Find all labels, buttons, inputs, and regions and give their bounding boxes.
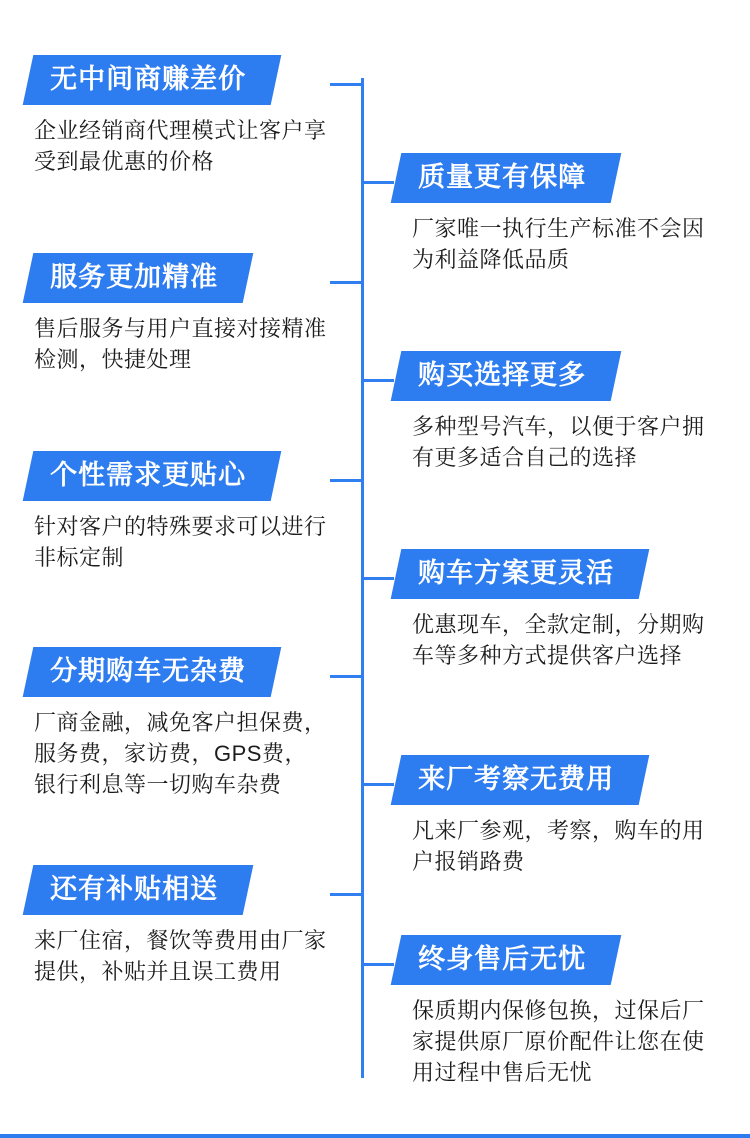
advantage-title-10: 终身售后无忧 <box>418 944 587 974</box>
advantage-item-10 <box>396 935 706 1089</box>
advantage-title-banner-2 <box>391 153 622 203</box>
advantage-desc-1: 企业经销商代理模式让客户享受到最优惠的价格 <box>34 118 327 175</box>
advantage-desc-4: 多种型号汽车，以便于客户拥有更多适合自己的选择 <box>412 414 705 471</box>
advantage-title-9: 还有补贴相送 <box>50 874 219 904</box>
connector-tick-7 <box>330 675 363 678</box>
advantage-desc-6: 优惠现车，全款定制，分期购车等多种方式提供客户选择 <box>412 612 705 669</box>
advantage-title-7: 分期购车无杂费 <box>50 656 247 686</box>
advantage-desc-3: 售后服务与用户直接对接精准检测，快捷处理 <box>34 316 327 373</box>
advantage-item-2 <box>396 153 706 275</box>
advantage-title-banner-3 <box>23 253 254 303</box>
advantage-desc-7: 厂商金融，减免客户担保费，服务费，家访费，GPS费，银行利息等一切购车杂费 <box>34 710 327 798</box>
advantage-title-8: 来厂考察无费用 <box>418 764 615 794</box>
advantage-item-3 <box>28 253 328 375</box>
connector-tick-4 <box>361 379 394 382</box>
connector-tick-2 <box>361 181 394 184</box>
advantage-title-1: 无中间商赚差价 <box>50 64 247 94</box>
advantage-title-4: 购买选择更多 <box>418 360 587 390</box>
advantage-item-1 <box>28 55 328 177</box>
connector-tick-10 <box>361 963 394 966</box>
advantage-desc-8: 凡来厂参观，考察，购车的用户报销路费 <box>412 818 705 875</box>
connector-tick-9 <box>330 893 363 896</box>
advantage-title-banner-9 <box>23 865 254 915</box>
connector-tick-1 <box>330 83 363 86</box>
advantage-title-banner-6 <box>391 549 650 599</box>
advantage-desc-10: 保质期内保修包换，过保后厂家提供原厂原价配件让您在使用过程中售后无忧 <box>412 998 705 1086</box>
advantage-desc-2: 厂家唯一执行生产标准不会因为利益降低品质 <box>412 216 705 273</box>
advantage-desc-9: 来厂住宿，餐饮等费用由厂家提供，补贴并且误工费用 <box>34 928 327 985</box>
advantage-title-6: 购车方案更灵活 <box>418 558 615 588</box>
connector-tick-3 <box>330 281 363 284</box>
advantage-title-banner-5 <box>23 451 282 501</box>
advantage-title-banner-7 <box>23 647 282 697</box>
connector-tick-8 <box>361 783 394 786</box>
advantage-title-banner-4 <box>391 351 622 401</box>
advantage-item-6 <box>396 549 706 671</box>
advantage-item-9 <box>28 865 328 987</box>
advantage-title-3: 服务更加精准 <box>50 262 219 292</box>
advantage-title-2: 质量更有保障 <box>418 162 587 192</box>
advantage-item-4 <box>396 351 706 473</box>
advantage-item-8 <box>396 755 706 877</box>
bottom-rule <box>0 1134 750 1138</box>
advantage-title-banner-1 <box>23 55 282 105</box>
advantage-title-5: 个性需求更贴心 <box>50 460 247 490</box>
advantage-title-banner-10 <box>391 935 622 985</box>
advantage-desc-5: 针对客户的特殊要求可以进行非标定制 <box>34 514 327 571</box>
advantage-item-5 <box>28 451 328 573</box>
connector-tick-6 <box>361 577 394 580</box>
advantage-item-7 <box>28 647 328 801</box>
connector-tick-5 <box>330 479 363 482</box>
advantage-title-banner-8 <box>391 755 650 805</box>
